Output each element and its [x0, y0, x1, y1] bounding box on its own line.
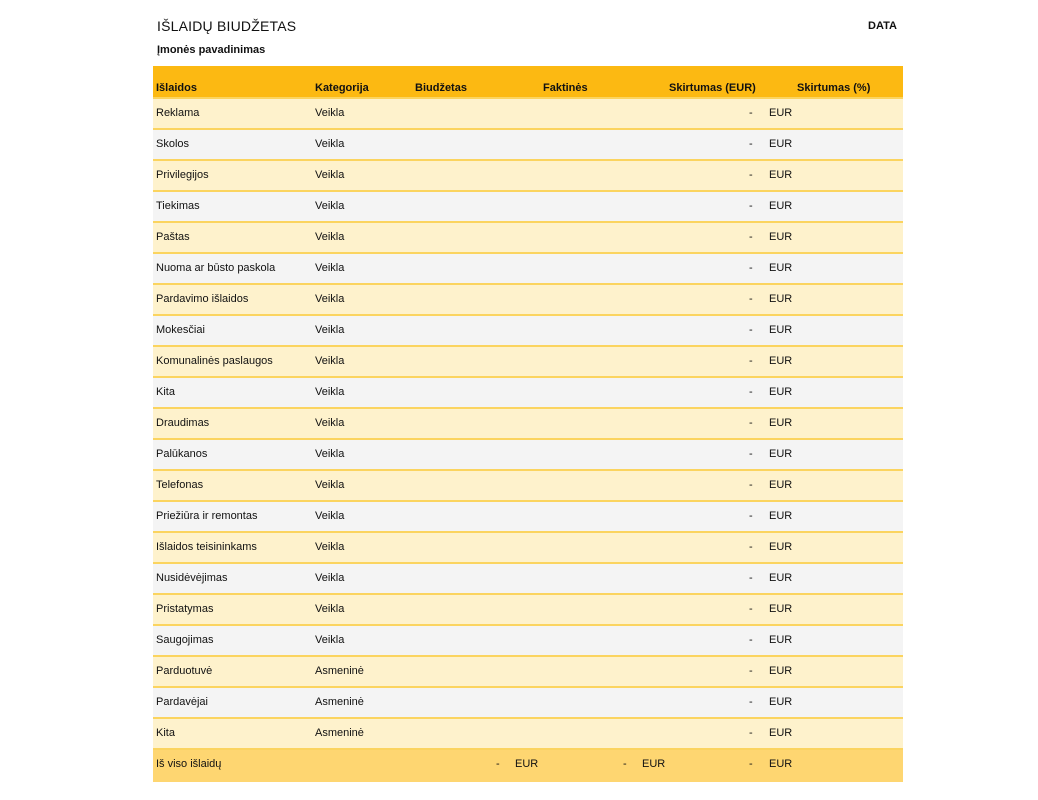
difference-value-cell[interactable]: - [749, 696, 753, 708]
difference-value-cell[interactable]: - [749, 262, 753, 274]
difference-currency-cell: EUR [769, 448, 793, 460]
total-budget-currency: EUR [515, 758, 539, 770]
difference-value-cell[interactable]: - [749, 417, 753, 429]
expense-name-cell[interactable]: Nusidėvėjimas [156, 572, 228, 584]
table-row [153, 409, 903, 440]
difference-value-cell[interactable]: - [749, 479, 753, 491]
header-actual: Faktinės [543, 82, 588, 94]
category-cell[interactable]: Veikla [315, 200, 345, 212]
difference-currency-cell: EUR [769, 541, 793, 553]
total-budget-value[interactable]: - [496, 758, 500, 770]
category-cell[interactable]: Veikla [315, 479, 345, 491]
total-actual-currency: EUR [642, 758, 666, 770]
expense-name-cell[interactable]: Saugojimas [156, 634, 214, 646]
category-cell[interactable]: Veikla [315, 355, 345, 367]
header-category: Kategorija [315, 82, 369, 94]
page-title: IŠLAIDŲ BIUDŽETAS [157, 18, 297, 34]
expense-name-cell[interactable]: Draudimas [156, 417, 210, 429]
table-row [153, 161, 903, 192]
category-cell[interactable]: Veikla [315, 448, 345, 460]
difference-currency-cell: EUR [769, 386, 793, 398]
difference-value-cell[interactable]: - [749, 293, 753, 305]
category-cell[interactable]: Veikla [315, 262, 345, 274]
difference-value-cell[interactable]: - [749, 572, 753, 584]
difference-currency-cell: EUR [769, 169, 793, 181]
table-row [153, 471, 903, 502]
difference-currency-cell: EUR [769, 479, 793, 491]
expense-name-cell[interactable]: Tiekimas [156, 200, 200, 212]
expense-name-cell[interactable]: Telefonas [156, 479, 204, 491]
table-row [153, 564, 903, 595]
category-cell[interactable]: Veikla [315, 603, 345, 615]
header-budget: Biudžetas [415, 82, 467, 94]
table-row [153, 223, 903, 254]
table-row [153, 99, 903, 130]
category-cell[interactable]: Asmeninė [315, 696, 364, 708]
total-difference-value[interactable]: - [749, 758, 753, 770]
category-cell[interactable]: Veikla [315, 324, 345, 336]
difference-currency-cell: EUR [769, 665, 793, 677]
expense-name-cell[interactable]: Skolos [156, 138, 190, 150]
expense-name-cell[interactable]: Reklama [156, 107, 200, 119]
category-cell[interactable]: Asmeninė [315, 727, 364, 739]
difference-value-cell[interactable]: - [749, 603, 753, 615]
difference-value-cell[interactable]: - [749, 138, 753, 150]
expense-name-cell[interactable]: Pristatymas [156, 603, 214, 615]
table-row [153, 502, 903, 533]
table-row [153, 595, 903, 626]
header-expenses: Išlaidos [156, 82, 197, 94]
difference-currency-cell: EUR [769, 417, 793, 429]
table-row [153, 192, 903, 223]
date-label[interactable]: DATA [868, 20, 897, 32]
difference-currency-cell: EUR [769, 572, 793, 584]
difference-currency-cell: EUR [769, 696, 793, 708]
total-actual-value[interactable]: - [623, 758, 627, 770]
table-row [153, 316, 903, 347]
expense-name-cell[interactable]: Kita [156, 727, 175, 739]
difference-value-cell[interactable]: - [749, 386, 753, 398]
difference-value-cell[interactable]: - [749, 634, 753, 646]
difference-value-cell[interactable]: - [749, 727, 753, 739]
category-cell[interactable]: Veikla [315, 293, 345, 305]
difference-value-cell[interactable]: - [749, 355, 753, 367]
expense-name-cell[interactable]: Mokesčiai [156, 324, 205, 336]
table-row [153, 130, 903, 161]
difference-value-cell[interactable]: - [749, 231, 753, 243]
category-cell[interactable]: Veikla [315, 107, 345, 119]
expense-name-cell[interactable]: Kita [156, 386, 175, 398]
difference-value-cell[interactable]: - [749, 448, 753, 460]
difference-currency-cell: EUR [769, 510, 793, 522]
category-cell[interactable]: Veikla [315, 231, 345, 243]
category-cell[interactable]: Veikla [315, 572, 345, 584]
expense-name-cell[interactable]: Parduotuvė [156, 665, 213, 677]
difference-currency-cell: EUR [769, 231, 793, 243]
expense-name-cell[interactable]: Komunalinės paslaugos [156, 355, 273, 367]
expense-name-cell[interactable]: Privilegijos [156, 169, 209, 181]
total-difference-currency: EUR [769, 758, 793, 770]
difference-currency-cell: EUR [769, 200, 793, 212]
table-row [153, 440, 903, 471]
expense-name-cell[interactable]: Nuoma ar būsto paskola [156, 262, 276, 274]
difference-value-cell[interactable]: - [749, 324, 753, 336]
table-row [153, 254, 903, 285]
difference-value-cell[interactable]: - [749, 107, 753, 119]
difference-currency-cell: EUR [769, 603, 793, 615]
table-row [153, 378, 903, 409]
header-difference-percent: Skirtumas (%) [797, 82, 871, 94]
category-cell[interactable]: Asmeninė [315, 665, 364, 677]
difference-currency-cell: EUR [769, 727, 793, 739]
difference-currency-cell: EUR [769, 107, 793, 119]
difference-value-cell[interactable]: - [749, 200, 753, 212]
table-row [153, 719, 903, 750]
table-row [153, 285, 903, 316]
category-cell[interactable]: Veikla [315, 417, 345, 429]
expense-name-cell[interactable]: Pardavimo išlaidos [156, 293, 249, 305]
table-row [153, 533, 903, 564]
category-cell[interactable]: Veikla [315, 386, 345, 398]
table-body [153, 99, 903, 750]
category-cell[interactable]: Veikla [315, 138, 345, 150]
difference-value-cell[interactable]: - [749, 169, 753, 181]
expense-name-cell[interactable]: Paštas [156, 231, 190, 243]
difference-currency-cell: EUR [769, 293, 793, 305]
expense-name-cell[interactable]: Pardavėjai [156, 696, 208, 708]
difference-currency-cell: EUR [769, 138, 793, 150]
category-cell[interactable]: Veikla [315, 541, 345, 553]
category-cell[interactable]: Veikla [315, 510, 345, 522]
difference-value-cell[interactable]: - [749, 665, 753, 677]
table-row [153, 688, 903, 719]
total-label: Iš viso išlaidų [156, 758, 222, 770]
company-name[interactable]: Įmonės pavadinimas [157, 44, 266, 56]
category-cell[interactable]: Veikla [315, 634, 345, 646]
expense-name-cell[interactable]: Išlaidos teisininkams [156, 541, 257, 553]
table-header-row [153, 66, 903, 99]
category-cell[interactable]: Veikla [315, 169, 345, 181]
header-difference-eur: Skirtumas (EUR) [669, 82, 756, 94]
difference-currency-cell: EUR [769, 355, 793, 367]
difference-currency-cell: EUR [769, 634, 793, 646]
difference-currency-cell: EUR [769, 324, 793, 336]
expense-name-cell[interactable]: Priežiūra ir remontas [156, 510, 258, 522]
table-row [153, 347, 903, 378]
budget-table [153, 66, 903, 782]
difference-value-cell[interactable]: - [749, 510, 753, 522]
difference-currency-cell: EUR [769, 262, 793, 274]
expense-name-cell[interactable]: Palūkanos [156, 448, 208, 460]
table-row [153, 657, 903, 688]
difference-value-cell[interactable]: - [749, 541, 753, 553]
table-row [153, 626, 903, 657]
total-row [153, 750, 903, 782]
